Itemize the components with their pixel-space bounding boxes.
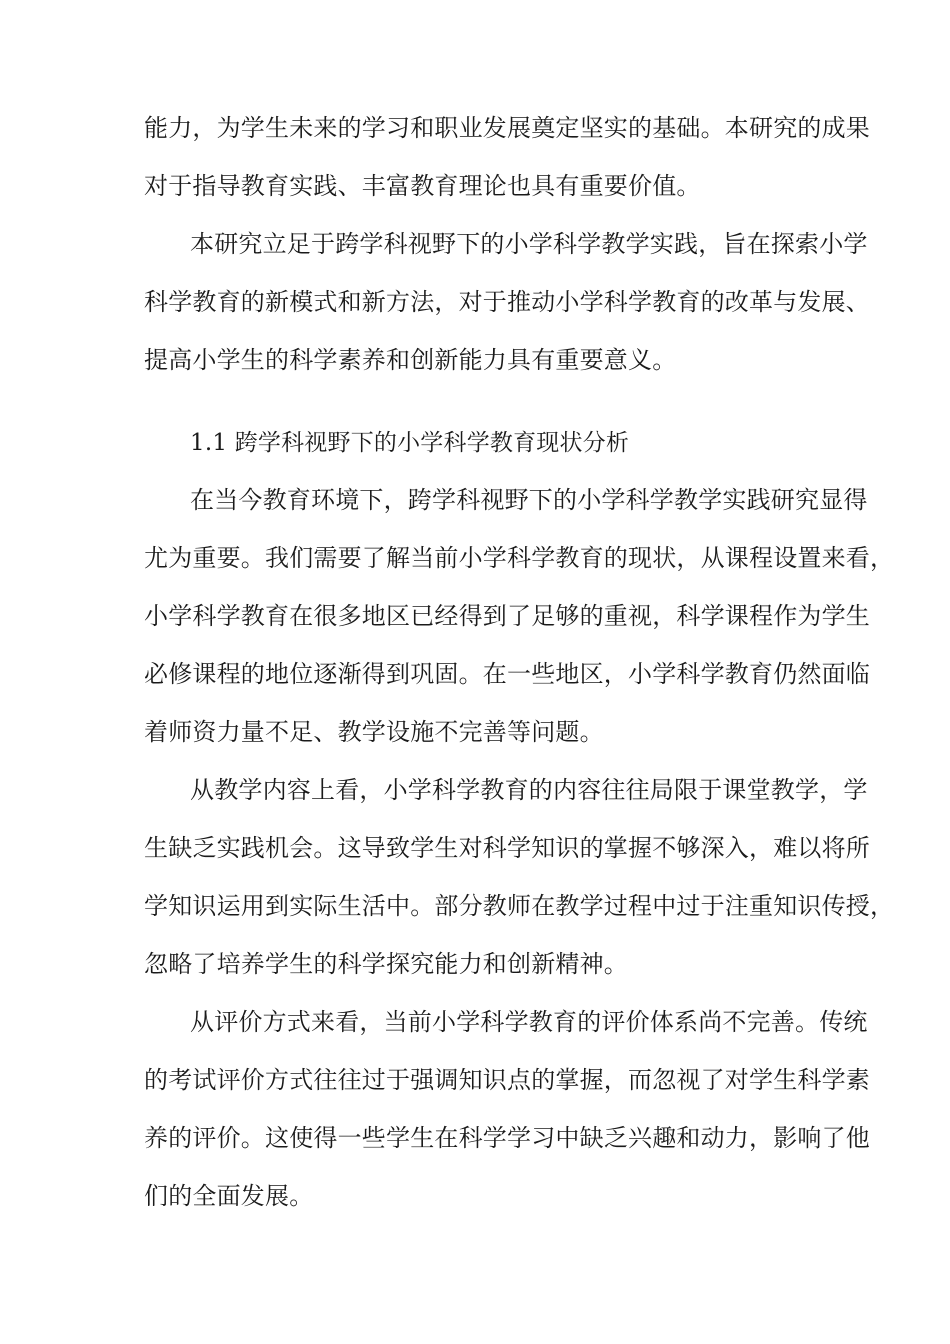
paragraph-1-line-1: 能力，为学生未来的学习和职业发展奠定坚实的基础。本研究的成果	[144, 114, 870, 142]
paragraph-2-line-1: 本研究立足于跨学科视野下的小学科学教学实践，旨在探索小学	[190, 230, 868, 258]
paragraph-3-line-1: 在当今教育环境下，跨学科视野下的小学科学教学实践研究显得	[190, 486, 868, 514]
paragraph-2-line-2: 科学教育的新模式和新方法，对于推动小学科学教育的改革与发展、	[144, 288, 870, 316]
paragraph-2-line-3: 提高小学生的科学素养和创新能力具有重要意义。	[144, 346, 677, 374]
paragraph-5-line-3: 养的评价。这使得一些学生在科学学习中缺乏兴趣和动力，影响了他	[144, 1124, 870, 1152]
paragraph-5-line-2: 的考试评价方式往往过于强调知识点的掌握，而忽视了对学生科学素	[144, 1066, 870, 1094]
paragraph-3-line-2: 尤为重要。我们需要了解当前小学科学教育的现状，从课程设置来看，	[144, 544, 895, 572]
paragraph-3-line-5: 着师资力量不足、教学设施不完善等问题。	[144, 718, 604, 746]
paragraph-4-line-3: 学知识运用到实际生活中。部分教师在教学过程中过于注重知识传授，	[144, 892, 895, 920]
paragraph-4-line-1: 从教学内容上看，小学科学教育的内容往往局限于课堂教学，学	[190, 776, 868, 804]
paragraph-4-line-2: 生缺乏实践机会。这导致学生对科学知识的掌握不够深入，难以将所	[144, 834, 870, 862]
section-heading: 1.1 跨学科视野下的小学科学教育现状分析	[190, 430, 630, 456]
paragraph-3-line-3: 小学科学教育在很多地区已经得到了足够的重视，科学课程作为学生	[144, 602, 870, 630]
paragraph-5-line-1: 从评价方式来看，当前小学科学教育的评价体系尚不完善。传统	[190, 1008, 868, 1036]
paragraph-3-line-4: 必修课程的地位逐渐得到巩固。在一些地区，小学科学教育仍然面临	[144, 660, 870, 688]
paragraph-1-line-2: 对于指导教育实践、丰富教育理论也具有重要价值。	[144, 172, 701, 200]
paragraph-5-line-4: 们的全面发展。	[144, 1182, 314, 1210]
paragraph-4-line-4: 忽略了培养学生的科学探究能力和创新精神。	[144, 950, 628, 978]
